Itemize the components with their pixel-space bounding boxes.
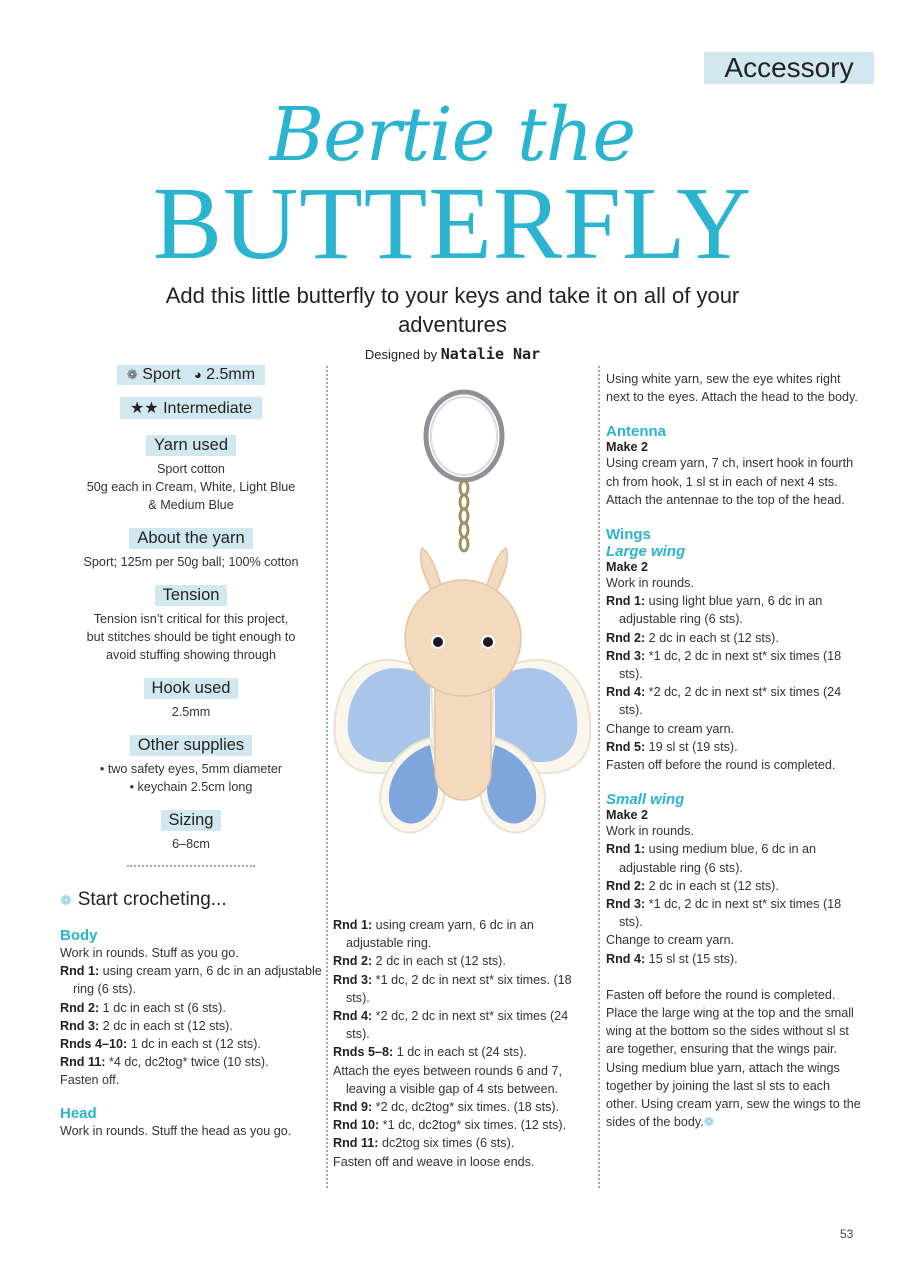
start-heading-text: Start crocheting...: [77, 889, 227, 910]
instruction-line: Rnd 1: using light blue yarn, 6 dc in an adjustable ring (6 sts).: [606, 594, 823, 627]
instruction-line: Rnd 4: *2 dc, 2 dc in next st* six times (24 sts).: [606, 685, 842, 718]
supplies-line: • keychain 2.5cm long: [129, 780, 253, 794]
other-supplies-heading: Other supplies: [130, 735, 252, 756]
round-label: Rnd 3:: [333, 972, 373, 987]
instruction-line: Fasten off.: [60, 1073, 120, 1088]
round-label: Rnd 3:: [60, 1018, 100, 1033]
round-label: Rnd 1:: [606, 594, 646, 609]
other-supplies-section: [60, 735, 322, 796]
yarn-line: & Medium Blue: [148, 498, 234, 512]
instruction-line: Rnd 3: *1 dc, 2 dc in next st* six times (18 sts).: [606, 897, 842, 930]
start-heading: [60, 889, 322, 911]
instruction-line: Rnd 4: *2 dc, 2 dc in next st* six times (24 sts).: [333, 1009, 569, 1042]
round-label: Rnd 11:: [60, 1055, 106, 1070]
instruction-line: Rnd 11: *4 dc, dc2tog* twice (10 sts).: [60, 1055, 269, 1070]
round-label: Rnd 11:: [333, 1136, 379, 1151]
round-label: Rnd 9:: [333, 1100, 373, 1115]
about-yarn-line: Sport; 125m per 50g ball; 100% cotton: [83, 555, 299, 569]
round-label: Rnd 1:: [606, 842, 646, 857]
instruction-line: Attach the eyes between rounds 6 and 7, leaving a visible gap of 4 sts between.: [333, 1063, 562, 1096]
round-label: Rnd 4:: [333, 1009, 373, 1024]
tension-line: Tension isn’t critical for this project,: [93, 612, 289, 626]
tension-heading: Tension: [155, 585, 228, 606]
body-instructions: [60, 944, 322, 1090]
instruction-line: Rnd 1: using cream yarn, 6 dc in an adjustable ring (6 sts).: [60, 964, 322, 997]
yarn-ball-icon: ❁: [60, 892, 72, 908]
subtitle: Add this little butterfly to your keys and take it on all of your adventures: [165, 283, 740, 337]
instruction-line: Work in rounds.: [606, 824, 694, 839]
chain: [460, 481, 468, 551]
instruction-line: Rnd 11: dc2tog six times (6 sts).: [333, 1136, 515, 1151]
designer-name: Natalie Nar: [440, 345, 541, 363]
wings-heading: Wings: [606, 526, 651, 544]
column-divider-left: [326, 366, 328, 1188]
instruction-line: Rnd 5: 19 sl st (19 sts).: [606, 739, 738, 754]
round-label: Rnds 4–10:: [60, 1037, 128, 1052]
small-wing-section: [606, 791, 864, 968]
instruction-line: Rnd 3: 2 dc in each st (12 sts).: [60, 1018, 233, 1033]
title-line-2: BUTTERFLY: [152, 166, 753, 281]
level-text: Intermediate: [163, 400, 253, 417]
large-wing-instructions: [606, 574, 864, 774]
yarn-line: 50g each in Cream, White, Light Blue: [86, 480, 296, 494]
wings-finish: [606, 986, 864, 1132]
hook-used-line: 2.5mm: [171, 705, 211, 719]
instruction-line: Rnd 2: 2 dc in each st (12 sts).: [333, 954, 506, 969]
antenna-heading: Antenna: [606, 423, 666, 441]
butterfly-keychain-photo: [330, 388, 595, 873]
sizing-line: 6–8cm: [172, 837, 210, 851]
yarn-ball-icon: ❁: [703, 1115, 715, 1130]
instruction-line: Rnd 9: *2 dc, dc2tog* six times. (18 sts).: [333, 1100, 560, 1115]
small-wing-heading: Small wing: [606, 791, 685, 809]
head-heading: Head: [60, 1104, 97, 1122]
about-yarn-heading: About the yarn: [129, 528, 252, 549]
round-label: Rnd 2:: [606, 878, 646, 893]
instruction-line: Rnd 1: using medium blue, 6 dc in an adjustable ring (6 sts).: [606, 842, 817, 875]
instruction-line: Fasten off and weave in loose ends.: [333, 1154, 535, 1169]
antenna-make: Make 2: [606, 440, 649, 455]
page-number: 53: [840, 1227, 854, 1241]
about-yarn-section: [60, 528, 322, 571]
yarn-used-heading: Yarn used: [146, 435, 236, 456]
round-label: Rnd 5:: [606, 739, 646, 754]
instruction-line: Rnd 2: 1 dc in each st (6 sts).: [60, 1000, 226, 1015]
tension-section: [60, 585, 322, 664]
section-divider: [127, 865, 255, 867]
body-section: [60, 927, 322, 1090]
instruction-line: Rnd 1: using cream yarn, 6 dc in an adjustable ring.: [333, 918, 534, 951]
round-label: Rnds 5–8:: [333, 1045, 394, 1060]
category-tag: Accessory: [704, 52, 874, 84]
instruction-line: Change to cream yarn.: [606, 721, 735, 736]
designer-prefix: Designed by: [364, 347, 438, 362]
instruction-line: Rnds 5–8: 1 dc in each st (24 sts).: [333, 1045, 527, 1060]
round-label: Rnd 4:: [606, 951, 646, 966]
key-ring-highlight: [431, 397, 497, 475]
instruction-line: Change to cream yarn.: [606, 933, 735, 948]
eyes-text: Using white yarn, sew the eye whites right next to the eyes. Attach the head to the body.: [606, 372, 858, 405]
supplies-line: • two safety eyes, 5mm diameter: [99, 762, 283, 776]
hook-icon: ◕: [193, 367, 202, 382]
round-label: Rnd 4:: [606, 685, 646, 700]
tension-line: avoid stuffing showing through: [106, 648, 276, 662]
instruction-line: Rnd 3: *1 dc, 2 dc in next st* six times (18 sts).: [606, 648, 842, 682]
large-wing-heading: Large wing: [606, 543, 686, 561]
instruction-line: Rnds 4–10: 1 dc in each st (12 sts).: [60, 1037, 261, 1052]
instruction-line: Rnd 3: *1 dc, 2 dc in next st* six times. (18 sts).: [333, 972, 572, 1005]
hook-size: 2.5mm: [206, 366, 256, 383]
level-stars: ★★: [129, 400, 159, 417]
yarn-weight: Sport: [142, 366, 181, 383]
wings-section: [606, 526, 864, 774]
instruction-line: Rnd 4: 15 sl st (15 sts).: [606, 951, 738, 966]
column-divider-right: [598, 366, 600, 1188]
round-label: Rnd 2:: [606, 630, 646, 645]
body-heading: Body: [60, 927, 98, 944]
yarn-ball-icon: ❁: [126, 367, 138, 382]
wings-finish-text: Fasten off before the round is completed. Place the large wing at the top and the small wing at the bottom so the sides without sl st are together, ensuring that the wings pair. Using medium blue yarn, attach the wings together by joining the last sl sts to each other. Using cream yarn, sew the wings to the sides of the body.: [606, 987, 861, 1130]
round-label: Rnd 3:: [606, 897, 646, 912]
instruction-line: Rnd 10: *1 dc, dc2tog* six times. (12 sts).: [333, 1118, 567, 1133]
small-wing-instructions: [606, 822, 864, 968]
small-wing-make: Make 2: [606, 808, 649, 823]
right-eye: [482, 636, 494, 648]
instruction-line: Rnd 2: 2 dc in each st (12 sts).: [606, 878, 779, 893]
hook-used-section: [60, 678, 322, 721]
round-label: Rnd 1:: [60, 964, 100, 979]
sizing-heading: Sizing: [161, 810, 222, 831]
hook-used-heading: Hook used: [144, 678, 239, 699]
butterfly-head: [405, 580, 521, 696]
head-section: [60, 1105, 322, 1140]
round-label: Rnd 10:: [333, 1118, 380, 1133]
head-instructions: [333, 916, 583, 1171]
antenna-text: Using cream yarn, 7 ch, insert hook in fourth ch from hook, 1 sl st in each of next 4 sts. Attach the antennae to the top of the head.: [606, 456, 854, 507]
round-label: Rnd 2:: [60, 1000, 100, 1015]
round-label: Rnd 3:: [606, 648, 646, 663]
key-ring: [426, 392, 502, 480]
antenna-section: [606, 423, 864, 509]
sizing-section: [60, 810, 322, 853]
level-badge: [120, 397, 262, 419]
instruction-line: Fasten off before the round is completed.: [606, 758, 836, 773]
title-line-1: Bertie the: [269, 92, 636, 178]
round-label: Rnd 1:: [333, 918, 373, 932]
yarn-used-section: [60, 435, 322, 514]
designer-credit: [0, 345, 905, 363]
round-label: Rnd 2:: [333, 954, 373, 969]
head-intro: Work in rounds. Stuff the head as you go.: [60, 1123, 292, 1138]
large-wing-make: Make 2: [606, 560, 649, 575]
tension-line: but stitches should be tight enough to: [86, 630, 296, 644]
right-column: [606, 370, 864, 1132]
instruction-line: Work in rounds. Stuff as you go.: [60, 946, 239, 960]
instruction-line: Rnd 2: 2 dc in each st (12 sts).: [606, 630, 779, 645]
yarn-line: Sport cotton: [157, 462, 225, 476]
instruction-line: Work in rounds.: [606, 576, 694, 591]
yarn-weight-badge: [117, 365, 265, 385]
info-column: [60, 365, 322, 1140]
left-eye: [432, 636, 444, 648]
